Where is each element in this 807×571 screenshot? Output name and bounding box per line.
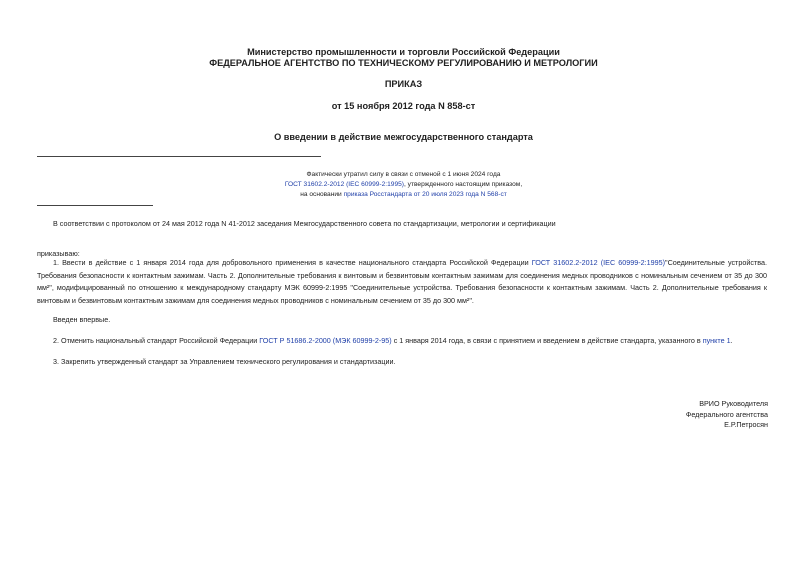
item-1-paragraph [37,257,767,307]
status-note-line2-text: , утвержденного настоящим приказом, [404,181,523,188]
item-1-prefix: 1. Ввести в действие с 1 января 2014 года для добровольного применения в качестве национального стандарта Российской Федерации [53,258,532,267]
note-divider [37,205,153,206]
item-2-paragraph [37,335,767,348]
orders-paragraph: приказываю: [37,249,80,258]
item-2-end: . [730,336,733,345]
item-2-mid: с 1 января 2014 года, в связи с принятием и введением в действие стандарта, указанного в [391,336,703,345]
introduced-paragraph: Введен впервые. [53,315,111,324]
status-note-line3-prefix: на основании [300,191,344,198]
item-1-gost-link[interactable]: ГОСТ 31602.2-2012 (IEC 60999-2:1995) [531,258,666,267]
item-2-gost-link[interactable]: ГОСТ Р 51686.2-2000 (МЭК 60999-2-95) [259,336,392,345]
document-subject: О введении в действие межгосударственного стандарта [274,132,533,142]
signature-position: ВРИО Руководителя [699,399,768,408]
signature-block [686,399,768,431]
item-2-clause-link[interactable]: пункте 1 [702,336,731,345]
ministry-title: Министерство промышленности и торговли Российской Федерации [247,47,560,57]
document-date-number: от 15 ноября 2012 года N 858-ст [331,101,476,111]
item-1-text: "Соединительные устройства. Требования безопасности к контактным зажимам. Часть 2. Дополнительные требования к винтовым и безвинтовым контактным зажимам для соединения медных проводников с номинальным сечением от 35 до 300 мм²", модифицированный по отношению к международному стандарту МЭК 60999-2:1995 "Соединительные устройства. Требования безопасности к контактным зажимам. Часть 2. Дополнительные требования к винтовым и безвинтовым контактным зажимам для соединения медных проводников с номинальным сечением от 35 до 300 мм²". [37,258,767,305]
status-note-line1: Фактически утратил силу в связи с отменой с 1 июня 2024 года [306,171,501,178]
status-note-line3 [0,191,807,198]
agency-title: ФЕДЕРАЛЬНОЕ АГЕНТСТВО ПО ТЕХНИЧЕСКОМУ РЕГУЛИРОВАНИЮ И МЕТРОЛОГИИ [209,58,598,68]
item-2-prefix: 2. Отменить национальный стандарт Российской Федерации [53,336,260,345]
signature-name: Е.Р.Петросян [724,420,768,430]
header-divider [37,156,321,157]
status-note-line2 [0,181,807,188]
preamble-paragraph: В соответствии с протоколом от 24 мая 2012 года N 41-2012 заседания Межгосударственного совета по стандартизации, метрологии и сертификации [53,219,556,228]
document-type: ПРИКАЗ [384,79,423,89]
gost-31602-link[interactable]: ГОСТ 31602.2-2012 (IEC 60999-2:1995) [284,181,404,188]
rosstandart-order-link[interactable]: приказа Росстандарта от 20 июля 2023 года N 568-ст [343,191,507,198]
item-3-paragraph: 3. Закрепить утвержденный стандарт за Управлением технического регулирования и стандартизации. [53,357,396,366]
signature-agency: Федерального агентства [685,409,768,419]
